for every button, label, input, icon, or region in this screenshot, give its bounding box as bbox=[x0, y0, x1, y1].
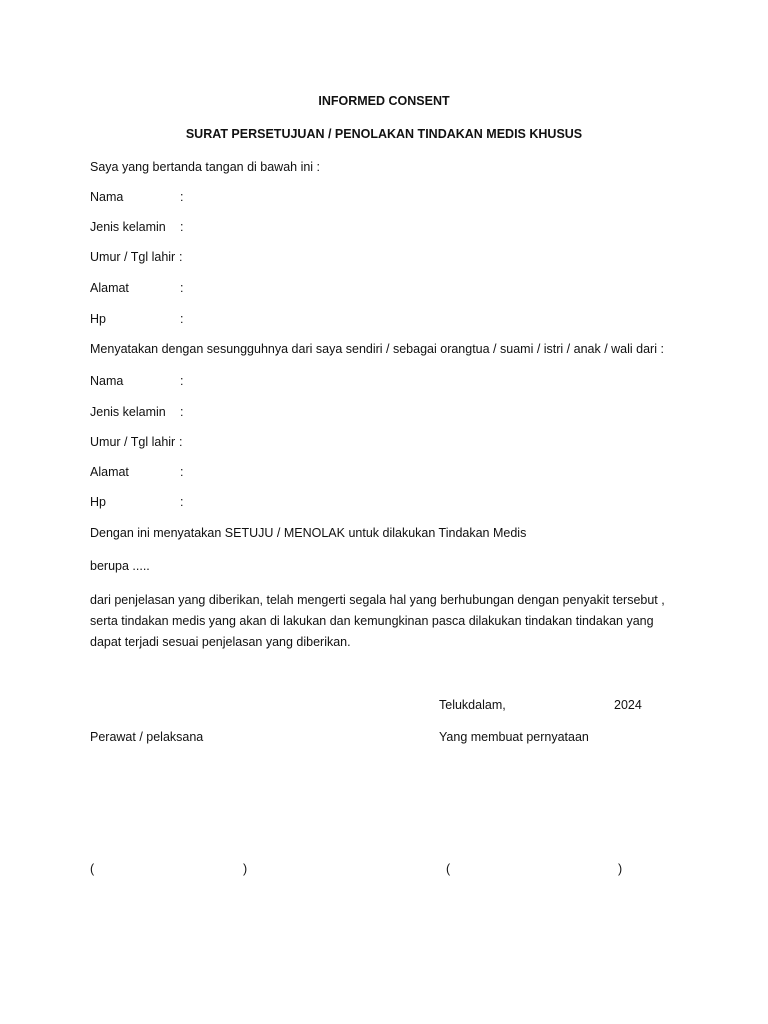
document-subtitle: SURAT PERSETUJUAN / PENOLAKAN TINDAKAN MEDIS KHUSUS bbox=[185, 127, 583, 141]
field-colon: : bbox=[180, 405, 184, 419]
right-signer-label: Yang membuat pernyataan bbox=[439, 730, 589, 744]
field-label-alamat-1: Alamat bbox=[90, 281, 129, 295]
procedure-text: berupa ..... bbox=[90, 559, 150, 573]
field-label-alamat-2: Alamat bbox=[90, 465, 129, 479]
left-signature-close-paren: ) bbox=[243, 862, 248, 876]
explanation-line: dapat terjadi sesuai penjelasan yang diberikan. bbox=[90, 635, 351, 649]
field-colon: : bbox=[179, 250, 183, 264]
intro-text: Saya yang bertanda tangan di bawah ini : bbox=[90, 160, 321, 174]
statement-text: Menyatakan dengan sesungguhnya dari saya sendiri / sebagai orangtua / suami / istri / anak / wali dari : bbox=[90, 342, 664, 356]
field-label-hp-2: Hp bbox=[90, 495, 106, 509]
left-signer-label: Perawat / pelaksana bbox=[90, 730, 204, 744]
field-colon: : bbox=[180, 190, 184, 204]
field-label-jenis-kelamin-1: Jenis kelamin bbox=[90, 220, 166, 234]
field-label-hp-1: Hp bbox=[90, 312, 106, 326]
field-colon: : bbox=[180, 220, 184, 234]
explanation-line: dari penjelasan yang diberikan, telah mengerti segala hal yang berhubungan dengan penyakit tersebut , bbox=[90, 593, 665, 607]
field-colon: : bbox=[180, 281, 184, 295]
field-label-jenis-kelamin-2: Jenis kelamin bbox=[90, 405, 166, 419]
field-colon: : bbox=[180, 374, 184, 388]
left-signature-open-paren: ( bbox=[90, 862, 95, 876]
explanation-paragraph bbox=[90, 590, 690, 653]
document-title: INFORMED CONSENT bbox=[318, 94, 450, 108]
right-signature-open-paren: ( bbox=[446, 862, 451, 876]
field-label-nama-1: Nama bbox=[90, 190, 124, 204]
signing-place: Telukdalam, bbox=[439, 698, 506, 712]
field-label-nama-2: Nama bbox=[90, 374, 124, 388]
field-colon: : bbox=[180, 495, 184, 509]
field-colon: : bbox=[179, 435, 183, 449]
consent-statement: Dengan ini menyatakan SETUJU / MENOLAK untuk dilakukan Tindakan Medis bbox=[90, 526, 527, 540]
field-label-umur-1: Umur / Tgl lahir bbox=[90, 250, 176, 264]
field-colon: : bbox=[180, 312, 184, 326]
right-signature-close-paren: ) bbox=[618, 862, 623, 876]
field-label-umur-2: Umur / Tgl lahir bbox=[90, 435, 176, 449]
field-colon: : bbox=[180, 465, 184, 479]
signing-year: 2024 bbox=[614, 698, 642, 712]
explanation-line: serta tindakan medis yang akan di lakukan dan kemungkinan pasca dilakukan tindakan tindakan yang bbox=[90, 614, 654, 628]
